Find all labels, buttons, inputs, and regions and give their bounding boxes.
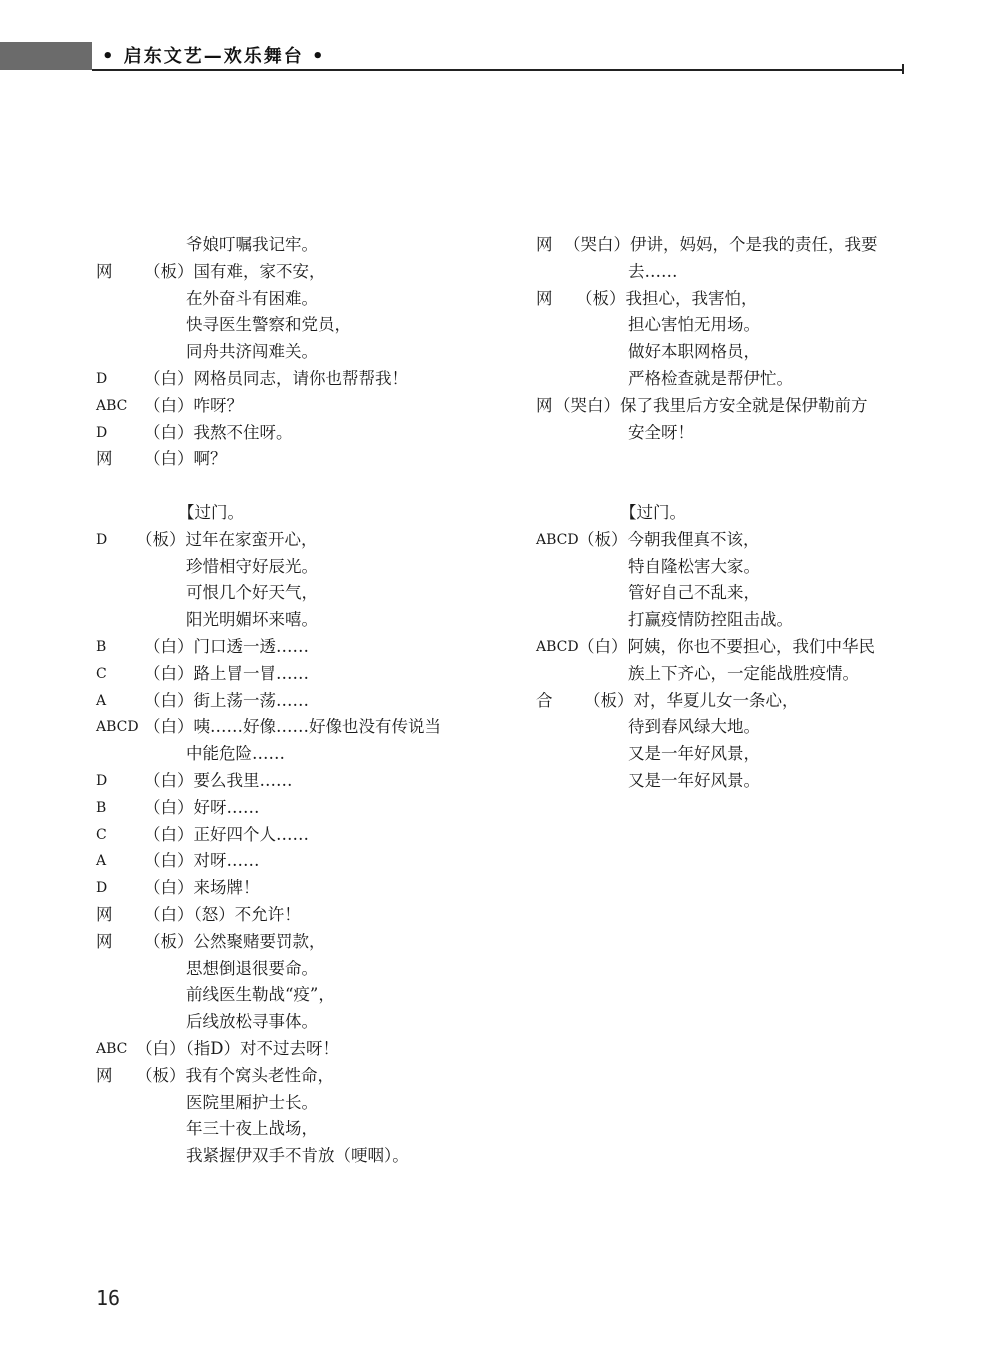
speaker-label: D bbox=[96, 370, 108, 387]
script-line bbox=[536, 366, 916, 393]
line-text: 阳光明媚坏来嘻。 bbox=[186, 610, 318, 630]
line-text: （白）来场牌！ bbox=[144, 878, 260, 898]
line-text: 前线医生勒战“疫”， bbox=[186, 985, 335, 1005]
script-line bbox=[536, 554, 916, 581]
line-text: 严格检查就是帮伊忙。 bbox=[628, 368, 793, 388]
line-text: （哭白）保了我里后方安全就是保伊勒前方 bbox=[554, 395, 868, 415]
script-line bbox=[96, 1116, 496, 1143]
line-text: 又是一年好风景。 bbox=[628, 770, 760, 790]
header-rule-tick bbox=[902, 64, 904, 74]
speaker-label: D bbox=[96, 424, 108, 441]
script-line bbox=[536, 741, 916, 768]
line-text: （白）（指D）对不过去呀！ bbox=[136, 1038, 339, 1058]
line-text: 做好本职网格员， bbox=[628, 342, 760, 362]
script-line bbox=[536, 259, 916, 286]
script-line bbox=[96, 607, 496, 634]
script-line bbox=[96, 339, 496, 366]
line-text: （白）（怒）不允许！ bbox=[144, 904, 301, 924]
script-line bbox=[96, 929, 496, 956]
line-text: （白）门口透一透…… bbox=[144, 636, 309, 656]
script-line bbox=[536, 393, 916, 420]
script-line bbox=[536, 768, 916, 795]
line-text: 安全呀！ bbox=[628, 422, 694, 442]
line-text: 后线放松寻事体。 bbox=[186, 1012, 318, 1032]
script-line bbox=[96, 312, 496, 339]
speaker-label: 合 bbox=[536, 690, 553, 710]
line-text: （白）对呀…… bbox=[144, 851, 260, 871]
running-header-title: • 启东文艺—欢乐舞台 • bbox=[102, 46, 326, 67]
script-line bbox=[96, 714, 496, 741]
speaker-label: 网 bbox=[96, 904, 113, 924]
script-line bbox=[536, 420, 916, 447]
script-line bbox=[96, 848, 496, 875]
line-text: 去…… bbox=[628, 261, 678, 281]
script-line bbox=[96, 875, 496, 902]
script-line bbox=[96, 393, 496, 420]
line-text: （板）公然聚赌要罚款， bbox=[144, 931, 326, 951]
speaker-label: C bbox=[96, 826, 107, 843]
line-text: 同舟共济闯难关。 bbox=[186, 342, 318, 362]
line-text: 医院里厢护士长。 bbox=[186, 1092, 318, 1112]
script-line bbox=[96, 286, 496, 313]
script-line bbox=[96, 822, 496, 849]
script-line bbox=[536, 286, 916, 313]
line-text: 思想倒退很要命。 bbox=[186, 958, 318, 978]
speaker-label: ABCD bbox=[96, 719, 139, 736]
line-text: （板）国有难，家不安， bbox=[144, 261, 326, 281]
header-bar bbox=[0, 42, 92, 70]
line-text: 我紧握伊双手不肯放（哽咽）。 bbox=[186, 1146, 409, 1166]
speaker-label: A bbox=[96, 692, 107, 709]
line-text: 待到春风绿大地。 bbox=[628, 717, 760, 737]
stanza-gap bbox=[536, 473, 916, 500]
script-line bbox=[536, 607, 916, 634]
script-line bbox=[96, 956, 496, 983]
script-line bbox=[96, 1090, 496, 1117]
speaker-label: ABC bbox=[96, 1040, 128, 1057]
line-text: （白）我熬不住呀。 bbox=[144, 422, 293, 442]
speaker-label: 网 bbox=[536, 288, 553, 308]
script-line bbox=[96, 1063, 496, 1090]
header-rule bbox=[92, 69, 904, 71]
script-line bbox=[536, 634, 916, 661]
script-line bbox=[96, 232, 496, 259]
line-text: 特自隆松害大家。 bbox=[628, 556, 760, 576]
line-text: （白）街上荡一荡…… bbox=[144, 690, 309, 710]
speaker-label: 网 bbox=[536, 395, 553, 415]
line-text: 管好自己不乱来， bbox=[628, 583, 760, 603]
script-line bbox=[96, 982, 496, 1009]
script-line bbox=[96, 902, 496, 929]
line-text: 珍惜相守好辰光。 bbox=[186, 556, 318, 576]
stanza-gap bbox=[96, 473, 496, 500]
script-line bbox=[96, 554, 496, 581]
script-line bbox=[536, 661, 916, 688]
script-line bbox=[96, 580, 496, 607]
script-line bbox=[536, 500, 916, 527]
speaker-label: ABCD bbox=[536, 531, 579, 548]
script-line bbox=[96, 366, 496, 393]
speaker-label: 网 bbox=[96, 1065, 113, 1085]
line-text: （板）对，华夏儿女一条心， bbox=[584, 690, 799, 710]
line-text: （白）咋呀？ bbox=[144, 395, 243, 415]
line-text: （板）我有个窝头老性命， bbox=[136, 1065, 334, 1085]
script-line bbox=[96, 527, 496, 554]
line-text: 中能危险…… bbox=[186, 744, 285, 764]
line-text: 【过门。 bbox=[178, 502, 244, 522]
speaker-label: D bbox=[96, 880, 108, 897]
script-line bbox=[96, 1009, 496, 1036]
speaker-label: 网 bbox=[96, 931, 113, 951]
script-line bbox=[96, 688, 496, 715]
script-line bbox=[96, 795, 496, 822]
script-line bbox=[536, 580, 916, 607]
line-text: 打赢疫情防控阻击战。 bbox=[628, 610, 793, 630]
line-text: 族上下齐心，一定能战胜疫情。 bbox=[628, 663, 859, 683]
speaker-label: B bbox=[96, 638, 107, 655]
speaker-label: A bbox=[96, 853, 107, 870]
script-line bbox=[536, 312, 916, 339]
script-line bbox=[96, 768, 496, 795]
script-line bbox=[96, 259, 496, 286]
script-line bbox=[96, 420, 496, 447]
speaker-label: ABCD bbox=[536, 638, 579, 655]
line-text: （白）要么我里…… bbox=[144, 770, 293, 790]
speaker-label: B bbox=[96, 799, 107, 816]
script-line bbox=[536, 339, 916, 366]
speaker-label: C bbox=[96, 665, 107, 682]
line-text: （板）今朝我俚真不该， bbox=[578, 529, 760, 549]
line-text: （白）路上冒一冒…… bbox=[144, 663, 309, 683]
script-line bbox=[96, 1143, 496, 1170]
line-text: （哭白）伊讲，妈妈，个是我的责任，我要 bbox=[564, 235, 878, 254]
script-line bbox=[536, 232, 916, 259]
left-column bbox=[96, 232, 496, 1170]
speaker-label: 网 bbox=[96, 449, 113, 469]
line-text: （白）网格员同志，请你也帮帮我！ bbox=[144, 368, 408, 388]
speaker-label: 网 bbox=[536, 235, 553, 254]
script-line bbox=[536, 714, 916, 741]
speaker-label: ABC bbox=[96, 397, 128, 414]
line-text: 又是一年好风景， bbox=[628, 744, 760, 764]
script-line bbox=[96, 661, 496, 688]
line-text: 在外奋斗有困难。 bbox=[186, 288, 318, 308]
script-line bbox=[96, 741, 496, 768]
speaker-label: D bbox=[96, 531, 108, 548]
line-text: （白）好呀…… bbox=[144, 797, 260, 817]
script-line bbox=[96, 500, 496, 527]
line-text: （白）阿姨，你也不要担心，我们中华民 bbox=[578, 636, 875, 656]
line-text: （白）咦……好像……好像也没有传说当 bbox=[144, 717, 441, 737]
script-line bbox=[96, 1036, 496, 1063]
speaker-label: D bbox=[96, 772, 108, 789]
stanza-gap bbox=[536, 446, 916, 473]
line-text: 可恨几个好天气， bbox=[186, 583, 318, 603]
script-line bbox=[536, 527, 916, 554]
line-text: 年三十夜上战场， bbox=[186, 1119, 318, 1139]
line-text: （板）我担心，我害怕， bbox=[576, 288, 758, 308]
script-line bbox=[96, 446, 496, 473]
line-text: 担心害怕无用场。 bbox=[628, 315, 760, 335]
line-text: 快寻医生警察和党员， bbox=[186, 315, 351, 335]
line-text: （板）过年在家蛮开心， bbox=[136, 529, 318, 549]
line-text: （白）啊？ bbox=[144, 449, 227, 469]
right-column bbox=[536, 232, 916, 795]
line-text: 爷娘叮嘱我记牢。 bbox=[186, 235, 318, 254]
script-line bbox=[96, 634, 496, 661]
speaker-label: 网 bbox=[96, 261, 113, 281]
line-text: 【过门。 bbox=[620, 502, 686, 522]
page-number: 16 bbox=[96, 1286, 121, 1310]
script-line bbox=[536, 688, 916, 715]
line-text: （白）正好四个人…… bbox=[144, 824, 309, 844]
